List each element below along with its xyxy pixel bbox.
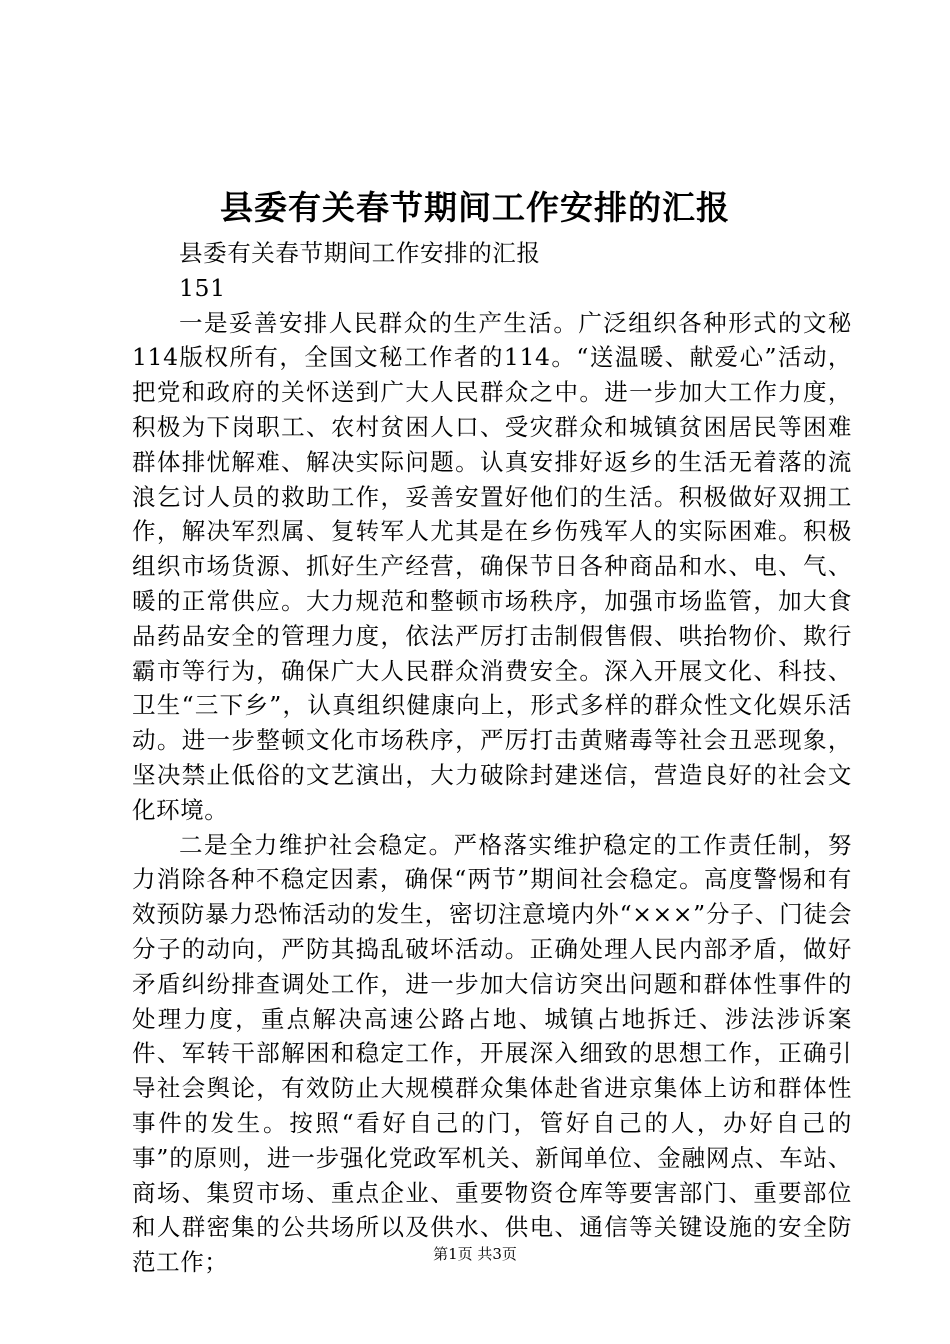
paragraph-1: 一是妥善安排人民群众的生产生活。广泛组织各种形式的文秘114版权所有，全国文秘工作者的114。“送温暖、献爱心”活动，把党和政府的关怀送到广大人民群众之中。进一步加大工作力度，积极为下岗职工、农村贫困人口、受灾群众和城镇贫困居民等困难群体排忧解难、解决实际问题。认真安排好返乡的生活无着落的流浪乞讨人员的救助工作，妥善安置好他们的生活。积极做好双拥工作，解决军烈属、复转军人尤其是在乡伤残军人的实际困难。积极组织市场货源、抓好生产经营，确保节日各种商品和水、电、气、暖的正常供应。大力规范和整顿市场秩序，加强市场监管，加大食品药品安全的管理力度，依法严厉打击制假售假、哄抬物价、欺行霸市等行为，确保广大人民群众消费安全。深入开展文化、科技、卫生“三下乡”，认真组织健康向上，形式多样的群众性文化娱乐活动。进一步整顿文化市场秩序，严厉打击黄赌毒等社会丑恶现象，坚决禁止低俗的文艺演出，大力破除封建迷信，营造良好的社会文化环境。 — [132, 308, 852, 824]
document-body — [132, 236, 852, 1280]
document-title: 县委有关春节期间工作安排的汇报 — [220, 188, 730, 227]
document-subtitle: 县委有关春节期间工作安排的汇报 — [179, 239, 541, 267]
page-footer: 第1页 共3页 — [433, 1245, 517, 1263]
document-number: 151 — [179, 273, 226, 302]
paragraph-2: 二是全力维护社会稳定。严格落实维护稳定的工作责任制，努力消除各种不稳定因素，确保“两节”期间社会稳定。高度警惕和有效预防暴力恐怖活动的发生，密切注意境内外“×××”分子、门徒会分子的动向，严防其捣乱破坏活动。正确处理人民内部矛盾，做好矛盾纠纷排查调处工作，进一步加大信访突出问题和群体性事件的处理力度，重点解决高速公路占地、城镇占地拆迁、涉法涉诉案件、军转干部解困和稳定工作，开展深入细致的思想工作，正确引导社会舆论，有效防止大规模群众集体赴省进京集体上访和群体性事件的发生。按照“看好自己的门，管好自己的人，办好自己的事”的原则，进一步强化党政军机关、新闻单位、金融网点、车站、商场、集贸市场、重点企业、重要物资仓库等要害部门、重要部位和人群密集的公共场所以及供水、供电、通信等关键设施的安全防范工作； — [132, 830, 852, 1277]
